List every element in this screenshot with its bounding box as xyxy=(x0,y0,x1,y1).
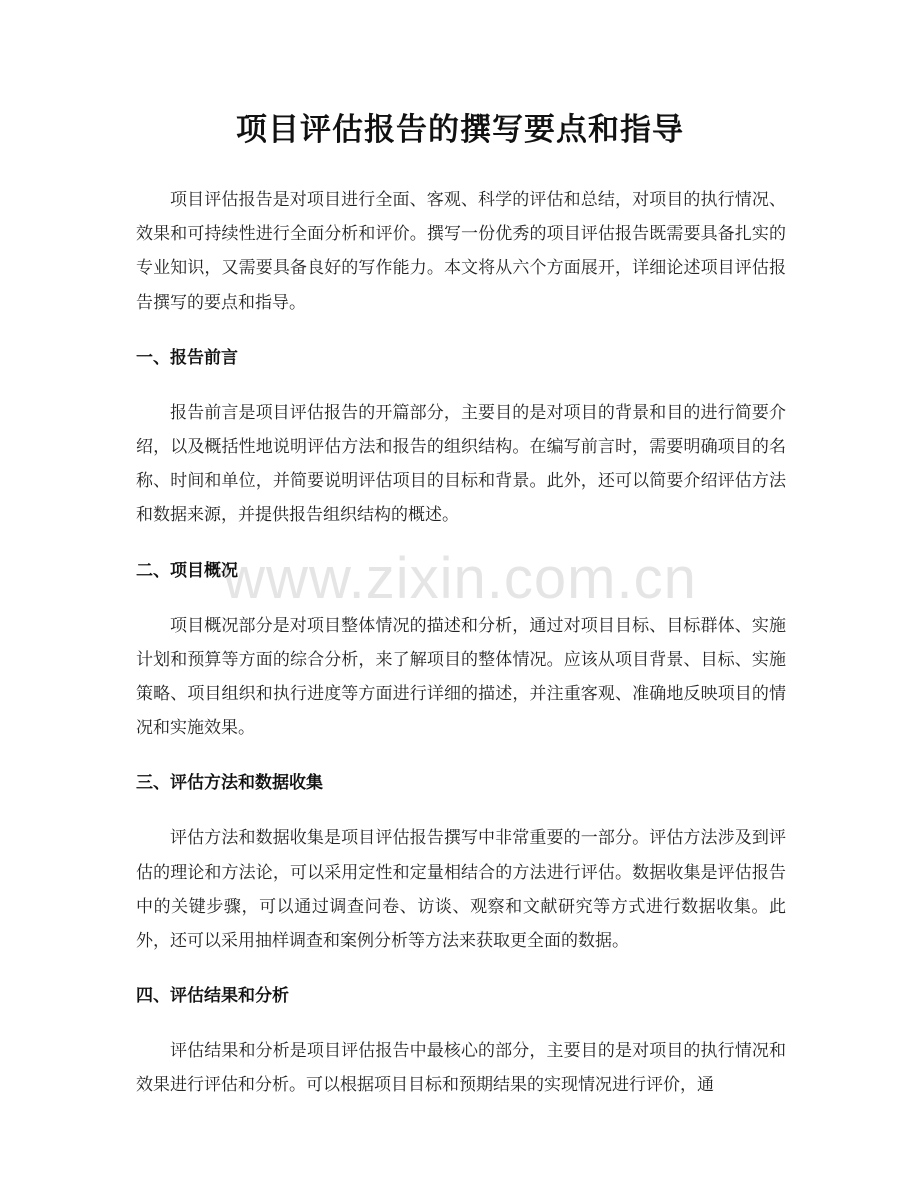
section-body-4: 评估结果和分析是项目评估报告中最核心的部分，主要目的是对项目的执行情况和效果进行评估和分析。可以根据项目目标和预期结果的实现情况进行评价，通 xyxy=(136,1041,786,1096)
section-body-3: 评估方法和数据收集是项目评估报告撰写中非常重要的一部分。评估方法涉及到评估的理论和方法论，可以采用定性和定量相结合的方法进行评估。数据收集是评估报告中的关键步骤，可以通过调查问卷、访谈、观察和文献研究等方式进行数据收集。此外，还可以采用抽样调查和案例分析等方法来获取更全面的数据。 xyxy=(136,828,786,952)
intro-paragraph: 项目评估报告是对项目进行全面、客观、科学的评估和总结，对项目的执行情况、效果和可持续性进行全面分析和评价。撰写一份优秀的项目评估报告既需要具备扎实的专业知识，又需要具备良好的写作能力。本文将从六个方面展开，详细论述项目评估报告撰写的要点和指导。 xyxy=(136,190,786,313)
section-heading-4: 四、评估结果和分析 xyxy=(136,986,289,1007)
section-heading-2: 二、项目概况 xyxy=(136,560,238,581)
watermark: www.zixin.com.cn xyxy=(223,546,697,611)
document-body xyxy=(136,183,786,1103)
section-body-1: 报告前言是项目评估报告的开篇部分，主要目的是对项目的背景和目的进行简要介绍，以及概括性地说明评估方法和报告的组织结构。在编写前言时，需要明确项目的名称、时间和单位，并简要说明评估项目的目标和背景。此外，还可以简要介绍评估方法和数据来源，并提供报告组织结构的概述。 xyxy=(136,402,786,526)
section-heading-1: 一、报告前言 xyxy=(136,347,238,368)
section-heading-3: 三、评估方法和数据收集 xyxy=(136,773,323,794)
section-body-2: 项目概况部分是对项目整体情况的描述和分析，通过对项目目标、目标群体、实施计划和预算等方面的综合分析，来了解项目的整体情况。应该从项目背景、目标、实施策略、项目组织和执行进度等方面进行详细的描述，并注重客观、准确地反映项目的情况和实施效果。 xyxy=(136,615,786,739)
document-title: 项目评估报告的撰写要点和指导 xyxy=(236,112,684,148)
